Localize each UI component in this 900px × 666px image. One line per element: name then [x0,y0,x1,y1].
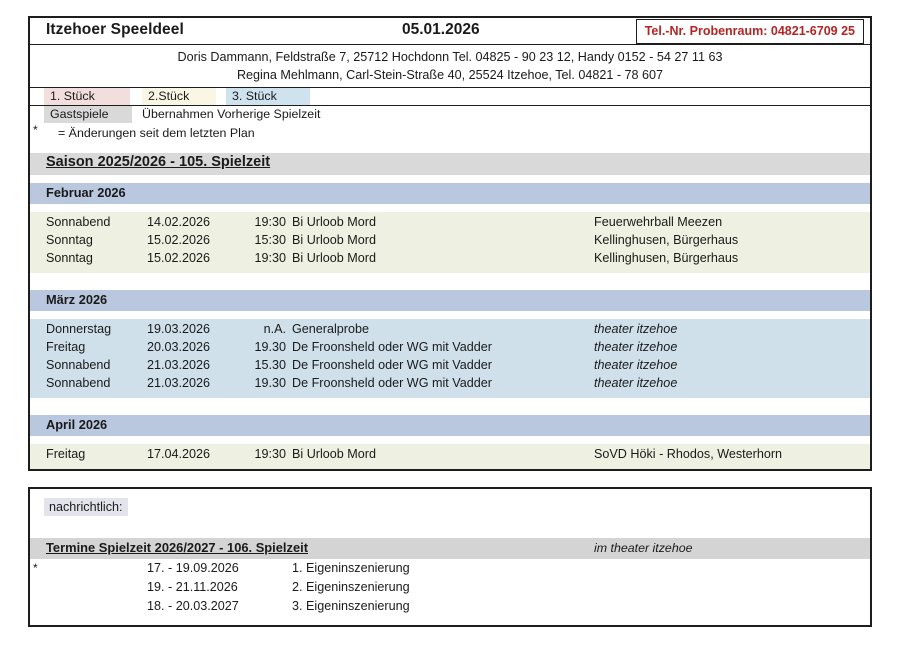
termine-date: 18. - 20.03.2027 [147,599,239,613]
list-item [30,561,870,580]
event-title: De Froonsheld oder WG mit Vadder [292,358,492,372]
event-venue: SoVD Höki - Rhodos, Westerhorn [594,447,783,461]
month-header-spacer [30,204,870,212]
contact-line-2: Regina Mehlmann, Carl-Stein-Straße 40, 25524 Itzehoe, Tel. 04821 - 78 607 [236,68,664,82]
legend-takeovers: Übernahmen Vorherige Spielzeit [142,107,321,121]
list-item [30,599,870,618]
month-name: April 2026 [46,417,108,432]
event-weekday: Freitag [46,447,86,461]
event-time: 19.30 [254,340,286,354]
event-time: 15.30 [254,358,286,372]
event-time: 15:30 [254,233,286,247]
event-list [30,444,870,469]
notice-label-row [30,498,870,516]
month-header [30,415,870,436]
event-venue: Kellinghusen, Bürgerhaus [594,251,739,265]
event-date: 19.03.2026 [147,322,211,336]
notice-box [28,487,872,627]
event-list [30,212,870,273]
event-weekday: Sonntag [46,251,93,265]
event-date: 15.02.2026 [147,233,211,247]
termine-description: 2. Eigeninszenierung [292,580,410,594]
event-time: 19:30 [254,447,286,461]
month-header [30,290,870,311]
event-time: 19:30 [254,251,286,265]
table-row [30,447,870,465]
event-venue: theater itzehoe [594,322,678,336]
legend-piece-2: 2.Stück [142,88,216,105]
event-weekday: Freitag [46,340,86,354]
month-section [30,407,870,478]
month-sections [30,175,870,478]
table-row [30,233,870,251]
legend-piece-1: 1. Stück [44,88,130,105]
event-date: 14.02.2026 [147,215,211,229]
table-row [30,215,870,233]
event-date: 17.04.2026 [147,447,211,461]
table-row [30,358,870,376]
month-section [30,175,870,282]
event-title: Generalprobe [292,322,370,336]
event-title: Bi Urloob Mord [292,215,376,229]
legend-pieces-row [30,88,870,105]
schedule-main-box [28,16,872,471]
plan-date: 05.01.2026 [402,21,480,38]
month-spacer [30,175,870,183]
event-weekday: Donnerstag [46,322,112,336]
event-title: Bi Urloob Mord [292,447,376,461]
event-weekday: Sonntag [46,233,93,247]
event-time: n.A. [263,322,286,336]
contact-block [30,45,870,87]
event-time: 19:30 [254,215,286,229]
section-tail [30,469,870,478]
termine-band [30,538,870,559]
section-tail [30,398,870,407]
event-venue: theater itzehoe [594,376,678,390]
event-weekday: Sonnabend [46,376,111,390]
table-row [30,376,870,394]
termine-description: 1. Eigeninszenierung [292,561,410,575]
event-weekday: Sonnabend [46,215,111,229]
month-section [30,282,870,407]
legend-guest-row [30,106,870,123]
event-list [30,319,870,398]
event-title: De Froonsheld oder WG mit Vadder [292,376,492,390]
month-header [30,183,870,204]
month-header-spacer [30,311,870,319]
change-note-text: = Änderungen seit dem letzten Plan [58,126,255,140]
table-row [30,340,870,358]
event-venue: theater itzehoe [594,358,678,372]
termine-title: Termine Spielzeit 2026/2027 - 106. Spielzeit [46,540,308,555]
season-band [30,153,870,175]
event-title: De Froonsheld oder WG mit Vadder [292,340,492,354]
termine-venue: im theater itzehoe [594,541,693,555]
table-row [30,322,870,340]
termine-description: 3. Eigeninszenierung [292,599,410,613]
table-row [30,251,870,269]
header-title-row [30,18,870,44]
event-date: 21.03.2026 [147,376,211,390]
month-name: März 2026 [46,292,108,307]
event-date: 20.03.2026 [147,340,211,354]
termine-date: 19. - 21.11.2026 [147,580,238,594]
change-note-row [30,123,870,145]
notice-label: nachrichtlich: [44,498,128,516]
event-title: Bi Urloob Mord [292,251,376,265]
season-title: Saison 2025/2026 - 105. Spielzeit [46,154,271,170]
month-spacer [30,407,870,415]
section-tail [30,273,870,282]
event-venue: theater itzehoe [594,340,678,354]
event-venue: Kellinghusen, Bürgerhaus [594,233,739,247]
termine-date: 17. - 19.09.2026 [147,561,239,575]
event-date: 15.02.2026 [147,251,211,265]
month-header-spacer [30,436,870,444]
event-title: Bi Urloob Mord [292,233,376,247]
termine-rows [30,559,870,618]
event-date: 21.03.2026 [147,358,211,372]
asterisk-icon: * [33,123,38,137]
organization-title: Itzehoer Speeldeel [46,21,184,38]
list-item [30,580,870,599]
legend-piece-3: 3. Stück [226,88,310,105]
event-time: 19.30 [254,376,286,390]
rehearsal-phone-box [636,19,864,44]
event-weekday: Sonnabend [46,358,111,372]
rehearsal-phone-text: Tel.-Nr. Probenraum: 04821-6709 25 [644,24,855,38]
termine-change-marker: * [33,561,38,575]
legend-guest: Gastspiele [44,106,132,123]
month-name: Februar 2026 [46,185,126,200]
month-spacer [30,282,870,290]
contact-line-1: Doris Dammann, Feldstraße 7, 25712 Hochdonn Tel. 04825 - 90 23 12, Handy 0152 - 54 27 11 63 [177,50,723,64]
event-venue: Feuerwehrball Meezen [594,215,723,229]
